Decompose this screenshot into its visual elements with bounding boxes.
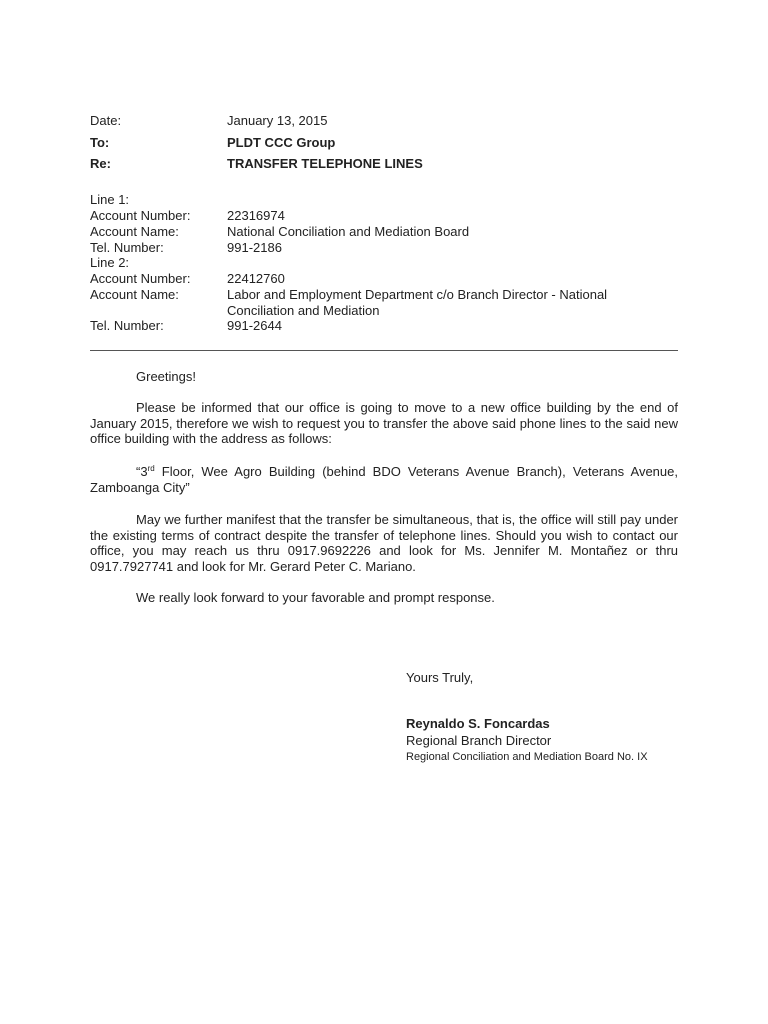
line2-account-name-continued-row: [90, 303, 680, 319]
signatory-title: Regional Branch Director: [406, 733, 552, 748]
line2-account-name-line2: Conciliation and Mediation: [227, 303, 380, 318]
line2-tel: 991-2644: [227, 318, 282, 333]
line1-heading-row: [90, 192, 680, 208]
divider-line: [90, 350, 678, 351]
paragraph-transfer-terms: May we further manifest that the transfer be simultaneous, that is, the office will still pay under the existing terms of contract despite the transfer of telephone lines. Should you wish to contact our office, you may reach us thru 0917.9692226 and look for Ms. Jennifer M. Montañez or thru 0917.7927741 and look for Mr. Gerard Peter C. Mariano.: [90, 512, 678, 574]
signatory-office: Regional Conciliation and Mediation Board No. IX: [406, 751, 648, 763]
line2-account-number: 22412760: [227, 271, 285, 286]
re-label: Re:: [90, 156, 111, 171]
line1-account-name-row: [90, 224, 680, 240]
address-rest: Floor, Wee Agro Building (behind BDO Veterans Avenue Branch), Veterans Avenue, Zamboanga City”: [90, 464, 678, 495]
line2-account-name-row: [90, 287, 680, 303]
line2-tel-label: Tel. Number:: [90, 318, 164, 333]
line1-account-number-label: Account Number:: [90, 208, 191, 223]
line2-account-name-line1: Labor and Employment Department c/o Branch Director - National: [227, 287, 608, 302]
line1-account-name-label: Account Name:: [90, 224, 179, 239]
address-open: “3: [136, 464, 148, 479]
line2-heading-row: [90, 255, 680, 271]
line1-tel-row: [90, 240, 680, 256]
line1-account-number: 22316974: [227, 208, 285, 223]
line2-account-name-label: Account Name:: [90, 287, 179, 302]
to-label: To:: [90, 135, 110, 150]
line1-heading: Line 1:: [90, 192, 130, 207]
line1-account-name: National Conciliation and Mediation Board: [227, 224, 470, 239]
line1-tel-label: Tel. Number:: [90, 240, 164, 255]
signatory-name: Reynaldo S. Foncardas: [406, 716, 550, 731]
line2-account-number-row: [90, 271, 680, 287]
line2-tel-row: [90, 318, 680, 334]
line2-account-number-label: Account Number:: [90, 271, 191, 286]
to-row: [90, 135, 680, 151]
re-value: TRANSFER TELEPHONE LINES: [227, 156, 423, 171]
line2-heading: Line 2:: [90, 255, 130, 270]
date-row: [90, 113, 680, 129]
paragraph-move-notice: Please be informed that our office is going to move to a new office building by the end of January 2015, therefore we wish to request you to transfer the above said phone lines to the said new office building with the address as follows:: [90, 400, 678, 446]
re-row: [90, 156, 680, 172]
line1-tel: 991-2186: [227, 240, 282, 255]
address-paragraph: [90, 464, 678, 495]
address-superscript: rd: [147, 464, 155, 473]
to-value: PLDT CCC Group: [227, 135, 336, 150]
paragraph-closing-remark: We really look forward to your favorable and prompt response.: [136, 590, 495, 605]
line1-account-number-row: [90, 208, 680, 224]
date-label: Date:: [90, 113, 122, 128]
closing: Yours Truly,: [406, 670, 474, 685]
greeting: Greetings!: [136, 369, 196, 384]
date-value: January 13, 2015: [227, 113, 328, 128]
